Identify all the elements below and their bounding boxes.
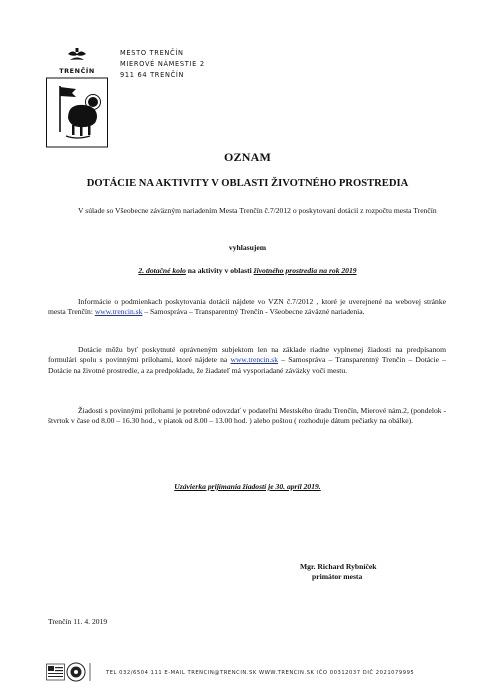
address-line: MIEROVÉ NÁMESTIE 2 [120, 60, 205, 69]
quality-cert-icon [47, 664, 65, 680]
document-title: OZNAM [224, 150, 271, 164]
lamb-with-flag-icon [60, 86, 101, 138]
round-text: na aktivity v oblasti [185, 266, 254, 275]
signatory-name: Mgr. Richard Rybníček [300, 562, 377, 571]
announce-verb: vyhlasujem [228, 243, 267, 252]
address-line: MESTO TRENČÍN [120, 49, 184, 57]
info-text-end: – Samospráva – Transparentný Trenčín - Všeobecne záväzné nariadenia. [142, 307, 365, 317]
round-topic: životného prostredia na rok 2019 [253, 266, 357, 275]
logo-word: TRENČÍN [59, 67, 95, 75]
info-paragraph [48, 297, 446, 318]
emblem-icon [68, 48, 86, 60]
signatory-role: primátor mesta [312, 572, 363, 582]
round-line [0, 266, 495, 275]
document-date: Trenčín 11. 4. 2019 [48, 617, 108, 626]
eligibility-text: Dotácie môžu byť poskytnuté oprávneným subjektom len na základe riadne vyplnenej žiadosti na predpísanom formulári spolu s povinnými prílohami, ktoré nájdete na [48, 345, 446, 365]
website-link[interactable]: www.trencin.sk [230, 355, 279, 365]
info-text: Informácie o podmienkach poskytovania dotácií nájdete vo VZN č.7/2012 , ktoré je uverejnené na webovej stránke mesta Trenčín: [48, 297, 446, 317]
city-seal-icon [67, 663, 85, 681]
signature-block [300, 562, 376, 583]
eligibility-paragraph [48, 345, 446, 376]
intro-paragraph: V súlade so Všeobecne záväzným nariadením Mesta Trenčín č.7/2012 o poskytovaní dotácií z rozpočtu mesta Trenčín [78, 206, 437, 215]
city-address [120, 48, 205, 82]
footer-certification-logos [46, 661, 102, 683]
address-line: 911 64 TRENČÍN [120, 71, 185, 80]
deadline-notice: Uzávierka prijímania žiadostí je 30. apríl 2019. [174, 482, 321, 491]
website-link[interactable]: www.trencin.sk [94, 307, 143, 317]
city-coat-of-arms-logo [46, 46, 108, 148]
eligibility-text-end: – Samospráva – Transparentný Trenčín – Dotácie – Dotácie na životné prostredie, a za predpokladu, že žiadateľ má vysporiadané záväzky voči mestu. [48, 355, 446, 375]
round-number: 2. dotačné kolo [138, 266, 186, 275]
document-subtitle: DOTÁCIE NA AKTIVITY V OBLASTI ŽIVOTNÉHO PROSTREDIA [86, 178, 409, 189]
footer-contacts: TEL 032/6504 111 E-MAIL TRENCIN@TRENCIN.SK WWW.TRENCIN.SK IČO 00312037 DIČ 2021079995 [106, 670, 415, 676]
submission-paragraph: Žiadosti s povinnými prílohami je potrebné odovzdať v podateľni Mestského úradu Trenčín, Mierové nám.2, (pondelok - štvrtok v čase od 8.00 – 16.30 hod., v piatok od 8.00 – 13.00 hod. ) alebo poštou ( rozhoduje dátum pečiatky na obálke). [48, 406, 446, 426]
